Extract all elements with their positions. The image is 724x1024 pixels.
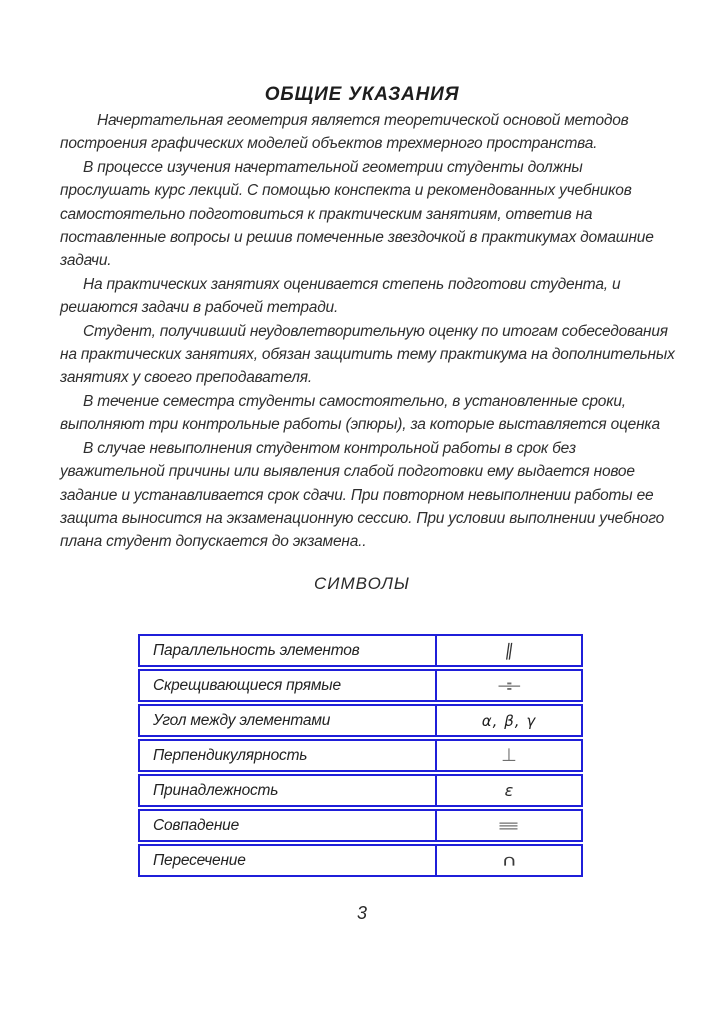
row-label: Принадлежность bbox=[153, 781, 279, 799]
table-row-intersection bbox=[138, 844, 583, 877]
paragraph-line: прослушать курс лекций. С помощью конспекта и рекомендованных учебников bbox=[60, 182, 632, 200]
row-label: Перпендикулярность bbox=[153, 746, 308, 764]
table-row-skew-lines bbox=[138, 669, 583, 702]
row-label: Совпадение bbox=[153, 816, 240, 834]
page-title: ОБЩИЕ УКАЗАНИЯ bbox=[264, 84, 460, 105]
symbol-cell bbox=[435, 671, 581, 700]
paragraph-line: Начертательная геометрия является теоретической основой методов bbox=[97, 112, 629, 129]
paragraph-line: На практических занятиях оценивается степень подготови студента, и bbox=[83, 275, 621, 293]
paragraph-line: В случае невыполнения студентом контрольной работы в срок без bbox=[83, 439, 576, 457]
parallel-icon: ∥ bbox=[503, 640, 515, 661]
symbol-cell bbox=[435, 846, 581, 875]
section-title: СИМВОЛЫ bbox=[314, 574, 410, 593]
table-row-perpendicular bbox=[138, 739, 583, 772]
intersection-icon: ∩ bbox=[501, 851, 517, 870]
belongs-to-icon: ε bbox=[504, 781, 514, 800]
paragraph-line: В процессе изучения начертательной геометрии студенты должны bbox=[83, 158, 583, 176]
body-text bbox=[60, 109, 675, 554]
row-label: Параллельность элементов bbox=[153, 641, 360, 659]
table-row-parallel bbox=[138, 634, 583, 667]
perpendicular-icon: ⊥ bbox=[501, 745, 517, 766]
paragraph-line: решаются задачи в рабочей тетради. bbox=[60, 299, 339, 317]
skew-lines-icon: ÷ bbox=[494, 676, 524, 695]
paragraph-line: построения графических моделей объектов трехмерного пространства. bbox=[60, 135, 598, 153]
paragraph-line: В течение семестра студенты самостоятельно, в установленные сроки, bbox=[83, 392, 626, 410]
paragraph-line: задание и устанавливается срок сдачи. При повторном невыполнении работы ее bbox=[60, 486, 654, 504]
paragraph-line: плана студент допускается до экзамена.. bbox=[60, 533, 367, 551]
paragraph-line: на практических занятиях, обязан защитить тему практикума на дополнительных bbox=[60, 346, 675, 364]
row-label: Пересечение bbox=[153, 851, 246, 869]
paragraph-line: поставленные вопросы и решив помеченные звездочкой в практикумах домашние bbox=[60, 229, 654, 247]
paragraph-line: уважительной причины или выявления слабой подготовки ему выдается новое bbox=[60, 463, 635, 481]
row-label: Скрещивающиеся прямые bbox=[153, 676, 341, 694]
symbol-cell bbox=[435, 811, 581, 840]
paragraph-line: занятиях у своего преподавателя. bbox=[60, 369, 312, 387]
paragraph-line: защита выносится на экзаменационную сессию. При условии выполнении учебного bbox=[60, 509, 665, 527]
symbol-cell bbox=[435, 776, 581, 805]
table-row-angle bbox=[138, 704, 583, 737]
paragraph-line: задачи. bbox=[60, 252, 112, 270]
angle-letters-icon: α, β, γ bbox=[481, 711, 537, 730]
row-label: Угол между элементами bbox=[153, 711, 331, 729]
symbol-cell bbox=[435, 636, 581, 665]
table-row-belongs bbox=[138, 774, 583, 807]
table-row-coincidence bbox=[138, 809, 583, 842]
symbol-cell bbox=[435, 741, 581, 770]
paragraph-line: выполняют три контрольные работы (эпюры), за которые выставляется оценка bbox=[60, 416, 660, 434]
coincidence-icon: ≡ bbox=[496, 816, 522, 835]
symbols-table bbox=[138, 634, 583, 879]
page-number: 3 bbox=[356, 903, 367, 923]
paragraph-line: Студент, получивший неудовлетворительную оценку по итогам собеседования bbox=[83, 322, 668, 340]
paragraph-line: самостоятельно подготовиться к практическим занятиям, ответив на bbox=[60, 205, 593, 223]
symbol-cell bbox=[435, 706, 581, 735]
